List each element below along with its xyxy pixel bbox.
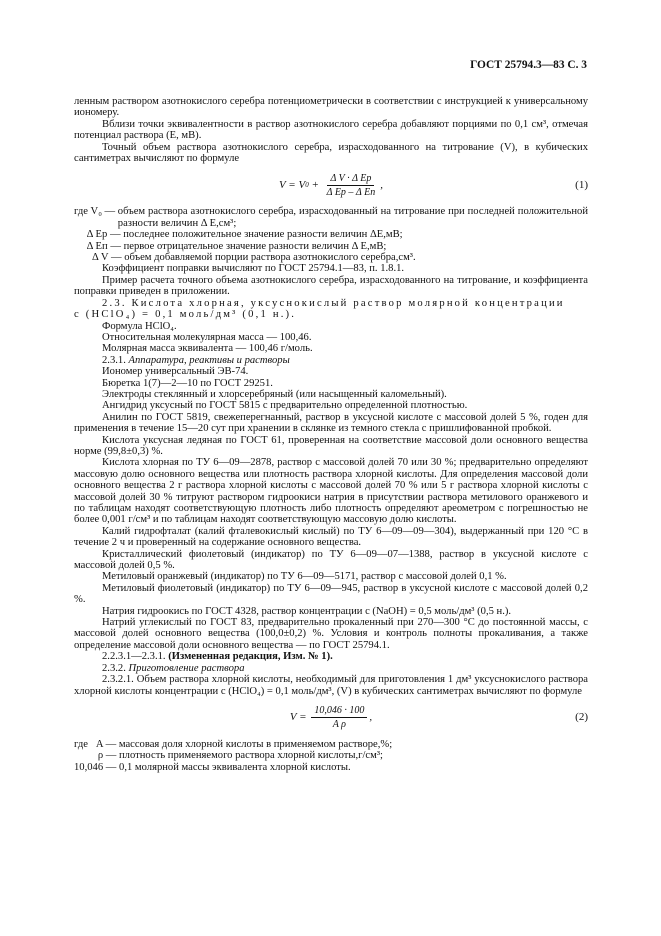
formula-lhs: V =: [289, 711, 310, 724]
definition-text: массовая доля хлорной кислоты в применяемом растворе,%;: [118, 738, 393, 750]
formula-number: (2): [575, 711, 588, 724]
list-item: Электроды стеклянный и хлорсеребряный (или насыщенный каломельный).: [102, 388, 447, 400]
list-item: Кислота уксусная ледяная по ГОСТ 61, проверенная на соответствие массовой доли основного вещества норме (99,8±0,3) %.: [74, 434, 588, 457]
definition-item: [74, 750, 588, 761]
subsection-number: 2.3.2.: [102, 662, 126, 674]
formula-2: [74, 697, 588, 739]
list-item: Натрий углекислый по ГОСТ 83, предварительно прокаленный при 270—300 °С до постоянной массы, с массовой долей основного вещества (100,0±0,2) %. Условия и контроль полноты прокаливания, а также определение массовой доли основного вещества — по ГОСТ 25794.1.: [74, 617, 588, 651]
definition-text: объем добавляемой порции раствора азотнокислого серебра,см³.: [124, 252, 416, 264]
definition-symbol: где V₀ —: [74, 206, 118, 218]
definition-text: плотность применяемого раствора хлорной кислоты,г/см³;: [119, 750, 383, 762]
subsection-heading: [74, 355, 588, 366]
list-item: Калий гидрофталат (калий фталевокислый кислый) по ТУ 6—09—09—304), выдержанный при 120 °С в течение 2 ч и проверенный на содержание основного вещества.: [74, 525, 588, 549]
paragraph: ленным раствором азотнокислого серебра потенциометрически в соответствии с инструкцией к универсальному иономеру.: [74, 96, 588, 119]
formula-lhs: V = V: [279, 178, 306, 191]
paragraph: Молярная масса эквивалента — 100,46 г/моль.: [102, 343, 313, 355]
definitions-1: [74, 206, 588, 263]
definition-symbol: 10,046 —: [74, 761, 120, 773]
subsection-title: Аппаратура, реактивы и растворы: [128, 354, 290, 366]
definition-text: первое отрицательное значение разности величин Δ E,мВ;: [123, 240, 387, 252]
formula-fraction: [311, 705, 367, 731]
definition-item: [74, 206, 588, 229]
subsection-title: Приготовление раствора: [128, 662, 245, 674]
definitions-2: [74, 739, 588, 773]
edit-note-range: 2.2.3.1—2.3.1.: [102, 651, 169, 663]
paragraph: Вблизи точки эквивалентности в раствор азотнокислого серебра добавляют порциями по 0,1 см³, отмечая потенциал раствора (E, мВ).: [74, 118, 588, 142]
list-item: Анилин по ГОСТ 5819, свежеперегнанный, раствор в уксусной кислоте с массовой долей 5 %, годен для применения в течение 15—20 сут при хранении в склянке из темного стекла с пришлифованной пробкой.: [74, 411, 588, 435]
subsection-number: 2.3.1.: [102, 354, 126, 366]
list-item: Кислота хлорная по ТУ 6—09—2878, раствор с массовой долей 70 или 30 %; предварительно определяют массовую долю основного вещества или плотность раствора хлорной кислоты. Для определения массовой доли основного вещества 2 г раствора хлорной кислоты с массовой долей 70 % или 5 г раствора хлорной кислоты с массовой долей 30 % титруют раствором гидроокиси натрия в присутствии раствора метилового оранжевого и по таблицам находят соответствующую плотность либо плотность определяют ареометром с погрешностью не более 0,001 г/см³ и по таблицам находят соответствующую массовую долю кислоты.: [74, 457, 588, 526]
definition-item: [74, 252, 588, 263]
list-item: Бюретка 1(7)—2—10 по ГОСТ 29251.: [102, 377, 273, 389]
formula-number: (1): [575, 178, 588, 191]
paragraph: Формула HClO₄.: [102, 320, 177, 332]
definition-symbol: Δ Eр —: [74, 229, 124, 241]
list-item: Метиловый фиолетовый (индикатор) по ТУ 6—09—945, раствор в уксусной кислоте с массовой долей 0,2 %.: [74, 582, 588, 606]
formula-tail: ,: [369, 711, 373, 724]
formula-1: [74, 164, 588, 206]
definition-item: [74, 762, 588, 773]
definition-symbol: Δ Eп —: [74, 240, 124, 252]
section-concentration: c (HClO₄) = 0,1 моль/дм³ (0,1 н.).: [74, 309, 297, 321]
definition-text: 0,1 молярной массы эквивалента хлорной кислоты.: [119, 761, 351, 773]
list-item: Ангидрид уксусный по ГОСТ 5815 с предварительно определенной плотностью.: [102, 400, 468, 412]
paragraph: Точный объем раствора азотнокислого серебра, израсходованного на титрование (V), в кубических сантиметрах вычисляют по формуле: [74, 141, 588, 165]
paragraph: Пример расчета точного объема азотнокислого серебра, израсходованного на титрование, и коэффициента поправки приведен в приложении.: [74, 274, 588, 298]
edit-note-text: (Измененная редакция, Изм. № 1).: [168, 651, 333, 663]
list-item: Иономер универсальный ЭВ-74.: [102, 366, 249, 378]
formula-denominator: Δ Eр – Δ Eп: [326, 186, 376, 198]
formula-fraction: [324, 173, 379, 199]
subsection-heading: [74, 663, 588, 674]
list-item: Натрия гидроокись по ГОСТ 4328, раствор концентрации c (NaOH) = 0,5 моль/дм³ (0,5 н.).: [102, 605, 512, 617]
definition-symbol: ρ —: [74, 750, 120, 762]
definition-item: [74, 229, 588, 240]
edit-note: [74, 651, 588, 662]
paragraph: Относительная молекулярная масса — 100,46.: [102, 331, 312, 343]
definition-item: [74, 739, 588, 750]
list-item: Кристаллический фиолетовый (индикатор) по ТУ 6—09—07—1388, раствор в уксусной кислоте с массовой долей 0,5 %.: [74, 548, 588, 572]
paragraph: Коэффициент поправки вычисляют по ГОСТ 25794.1—83, п. 1.8.1.: [102, 263, 405, 275]
paragraph: 2.3.2.1. Объем раствора хлорной кислоты, необходимый для приготовления 1 дм³ уксуснокислого раствора хлорной кислоты концентрации c (HClO₄) = 0,1 моль/дм³, (V) в кубических сантиметрах вычисляют по формуле: [74, 674, 588, 697]
formula-numerator: 10,046 · 100: [311, 705, 367, 718]
formula-numerator: Δ V · Δ Eр: [327, 173, 374, 186]
definition-symbol: где A —: [74, 738, 119, 750]
list-item: Метиловый оранжевый (индикатор) по ТУ 6—09—5171, раствор с массовой долей 0,1 %.: [102, 571, 507, 583]
page-header: ГОСТ 25794.3—83 С. 3: [470, 59, 587, 71]
definition-text: объем раствора азотнокислого серебра, израсходованный на титрование при последней положительной разности величин Δ E,см³;: [117, 206, 588, 229]
formula-plus: +: [308, 178, 322, 191]
definition-item: [74, 241, 588, 252]
formula-lhs-sub: 0: [305, 180, 309, 189]
section-title: 2.3. Кислота хлорная, уксуснокислый раствор молярной концентрации: [102, 297, 565, 309]
formula-denominator: A ρ: [332, 719, 346, 731]
document-body: [74, 96, 588, 773]
definition-text: последнее положительное значение разности величин ΔE,мВ;: [123, 229, 403, 241]
formula-tail: ,: [380, 178, 383, 191]
definition-symbol: Δ V —: [74, 252, 125, 264]
